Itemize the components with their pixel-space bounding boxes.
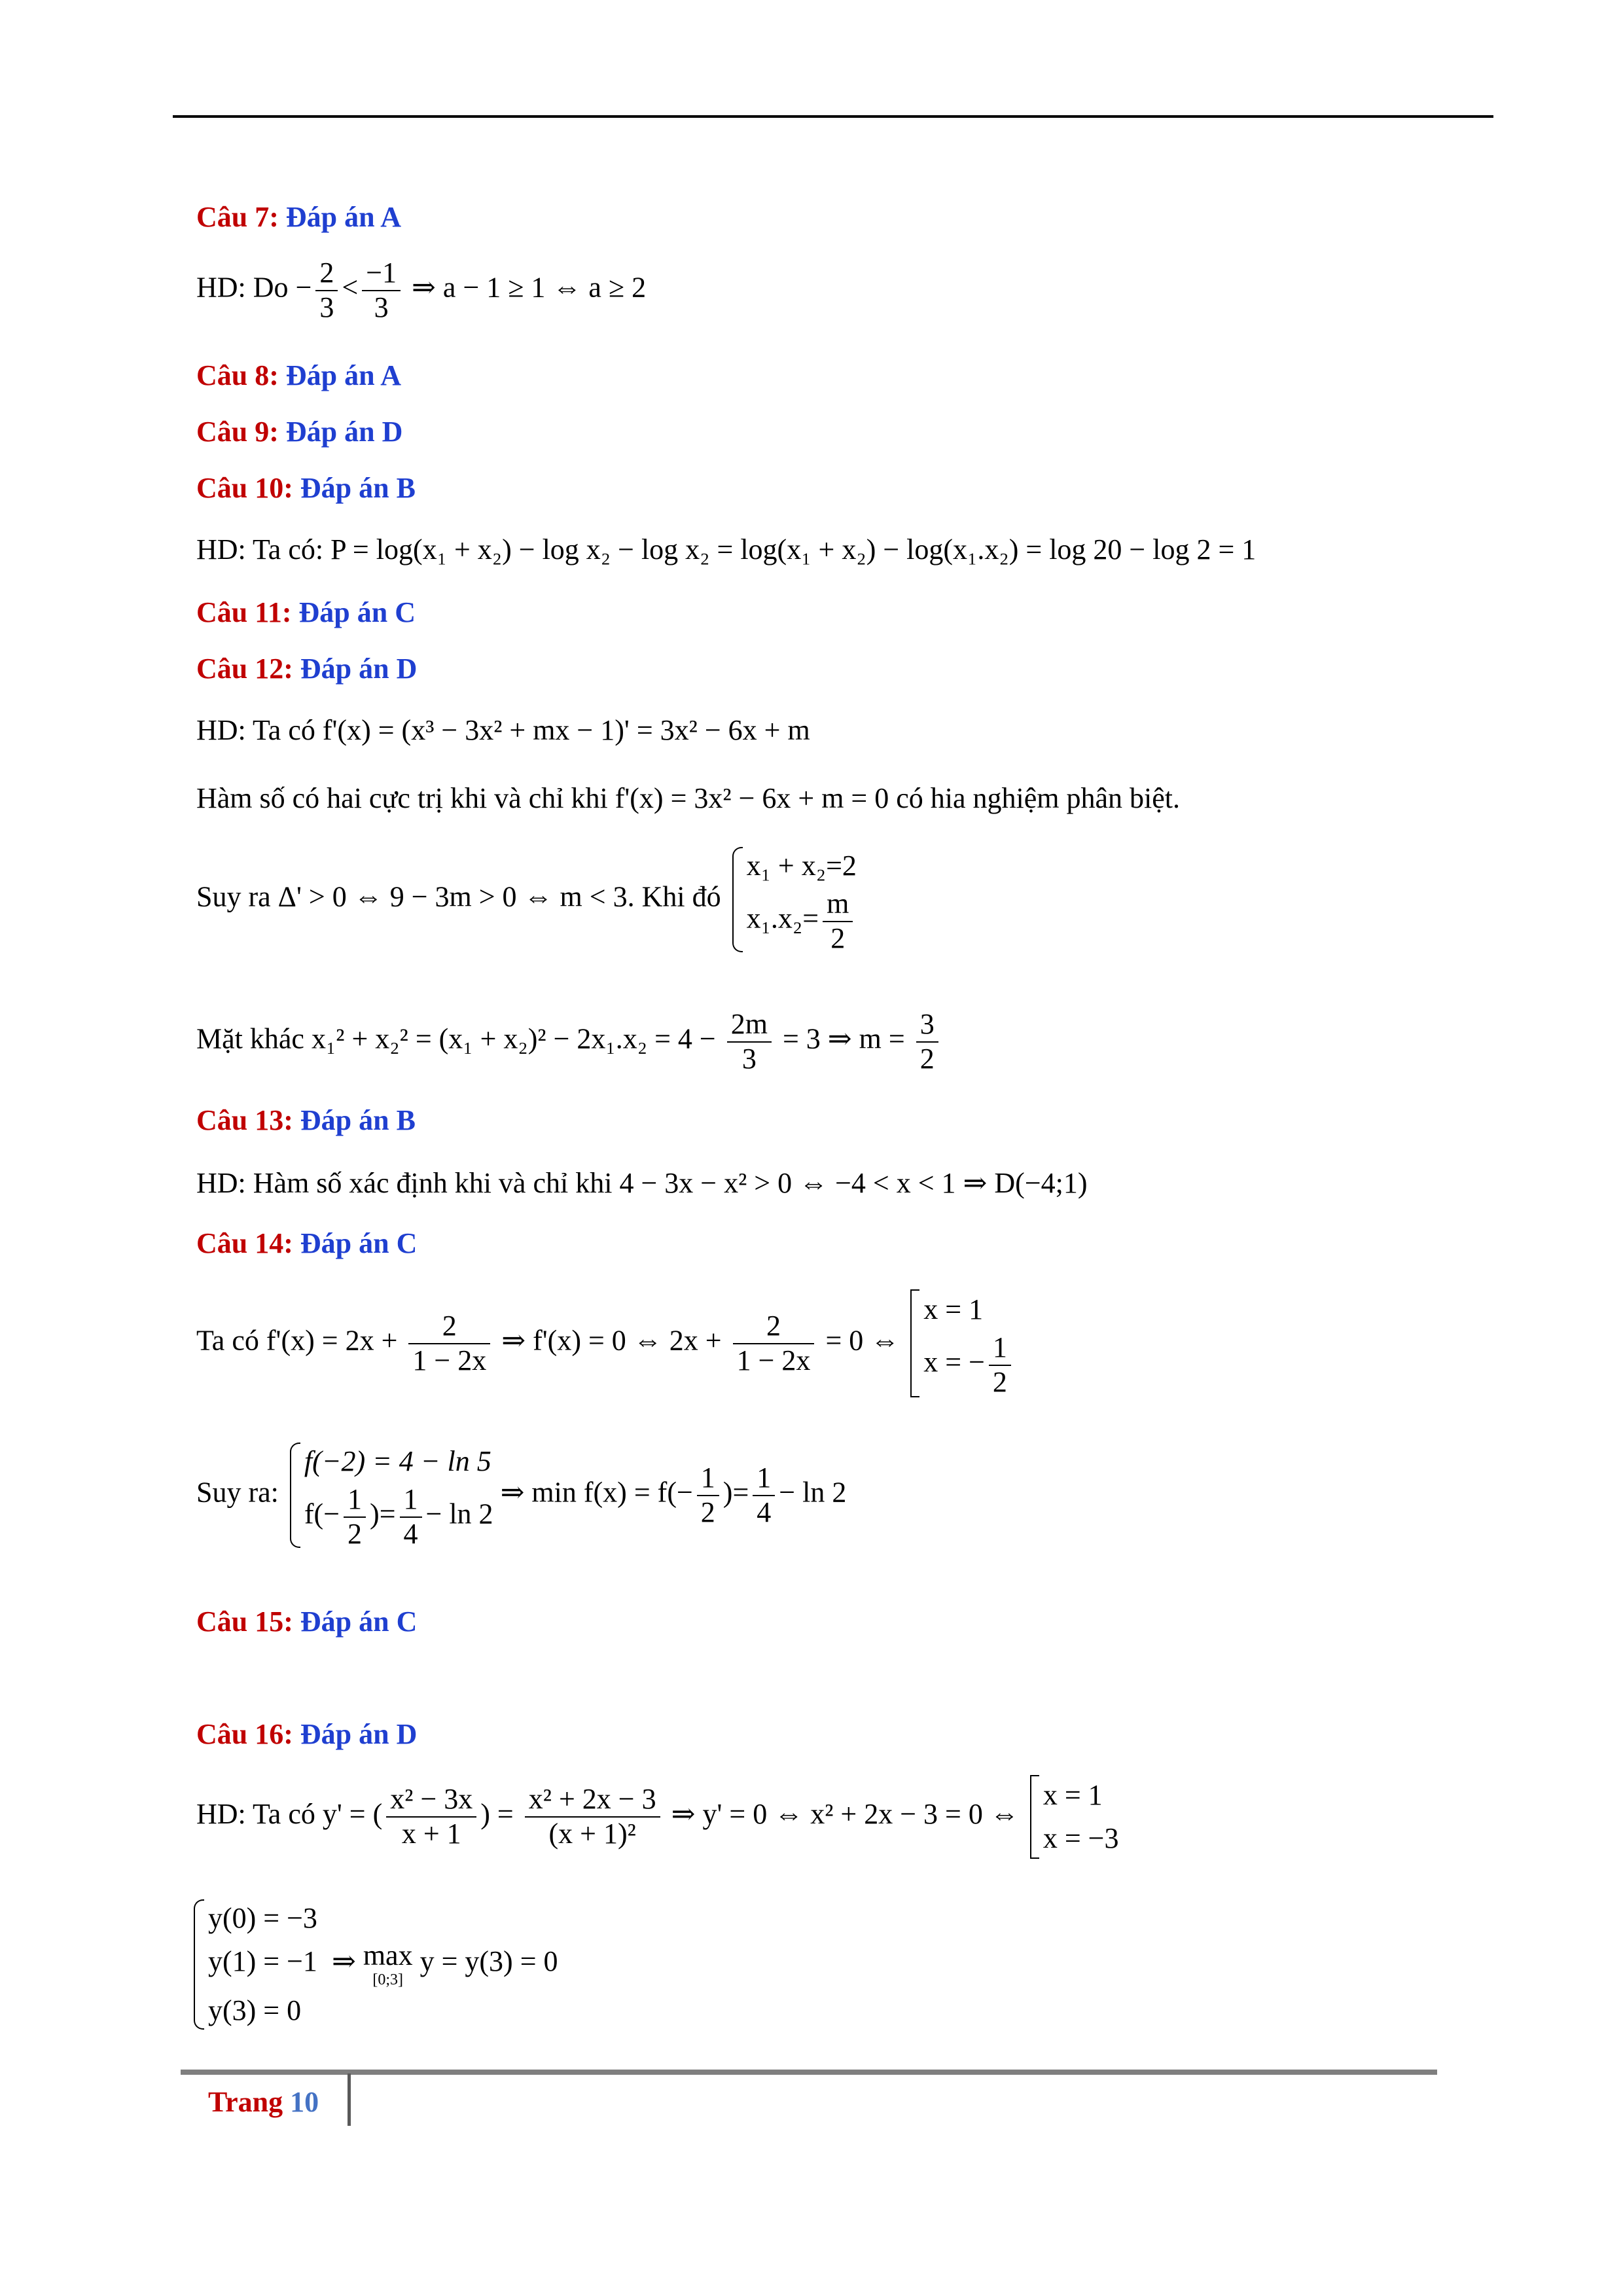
question-10-hint: HD: Ta có: P = log(x₁ + x₂) − log x₂ − log x₂ = log(x₁ + x₂) − log(x₁.x₂) = log 20 − log 2 = 1 — [196, 533, 1257, 565]
question-13-hint: HD: Hàm số xác định khi và chỉ khi 4 − 3x − x² > 0 ⇔ −4 < x < 1 ⇒ D(−4;1) — [196, 1167, 1088, 1199]
question-10-heading: Câu 10: Đáp án B — [196, 472, 416, 504]
root-set: x = 1 x = −3 — [1026, 1774, 1119, 1860]
fraction: $\frac{2}{1 - 2x}$ — [408, 1310, 490, 1377]
system-of-values: y(0) = −3 y(1) = −1 ⇒ max [0;3] y = y(3) = 0 y(3) = 0 — [190, 1897, 558, 2032]
top-rule — [173, 115, 1493, 118]
question-11-heading: Câu 11: Đáp án C — [196, 596, 416, 628]
question-7-heading: Câu 7: Đáp án A — [196, 201, 401, 233]
question-12-hint-2: Hàm số có hai cực trị khi và chỉ khi f'(x) = 3x² − 6x + m = 0 có hia nghiệm phân biệt. — [196, 782, 1181, 814]
question-12-hint-4: Mặt khác x₁² + x₂² = (x₁ + x₂)² − 2x₁.x₂ = 4 − $\frac{2m}{3}$ = 3 ⇒ m = $\frac{3}{2}$ — [196, 1008, 942, 1075]
question-12-heading: Câu 12: Đáp án D — [196, 653, 418, 685]
question-12-hint-3: Suy ra Δ' > 0 ⇔ 9 − 3m > 0 ⇔ m < 3. Khi đó x₁ + x₂=2 x₁.x₂= $\frac{m}{2}$ — [196, 844, 857, 955]
fraction: $\frac{2}{3}$ — [315, 257, 338, 324]
question-12-hint-1: HD: Ta có f'(x) = (x³ − 3x² + mx − 1)' = 3x² − 6x + m — [196, 714, 810, 746]
question-7-hint: HD: Do − $\frac{2}{3}$ < $\frac{-1}{3}$ ⇒ a − 1 ≥ 1 ⇔ a ≥ 2 — [196, 257, 647, 323]
fraction: $\frac{2m}{3}$ — [727, 1008, 772, 1075]
fraction: $\frac{2}{1 - 2x}$ — [733, 1310, 815, 1377]
question-14-hint-2: Suy ra: f(−2) = 4 − ln 5 f(− $\frac{1}{2}$ )= $\frac{1}{4}$ − ln 2 ⇒ min f(x) = f(− $\frac{1}{2}$ )= $\frac{1}{4}$ − ln 2 — [196, 1440, 846, 1551]
fraction: $\frac{\text{x² − 3x}}{x + 1}$ — [386, 1783, 476, 1850]
question-15-heading: Câu 15: Đáp án C — [196, 1605, 418, 1638]
root-set: x = 1 x = − $\frac{1}{2}$ — [906, 1288, 1015, 1399]
question-8-heading: Câu 8: Đáp án A — [196, 359, 401, 391]
footer-rule — [181, 2070, 1437, 2075]
page-number: Trang 10 — [208, 2086, 319, 2118]
fraction: $\frac{\text{x² + 2x − 3}}{\text{(x + 1)²}}$ — [525, 1783, 660, 1850]
footer-divider — [348, 2073, 351, 2126]
question-14-heading: Câu 14: Đáp án C — [196, 1227, 418, 1259]
fraction: $\frac{3}{2}$ — [916, 1008, 938, 1075]
fraction: $\frac{1}{2}$ — [697, 1462, 719, 1529]
question-16-heading: Câu 16: Đáp án D — [196, 1718, 418, 1750]
question-9-heading: Câu 9: Đáp án D — [196, 416, 403, 448]
fraction: $\frac{-1}{3}$ — [362, 257, 401, 324]
system-of-values: f(−2) = 4 − ln 5 f(− $\frac{1}{2}$ )= $\frac{1}{4}$ − ln 2 — [286, 1440, 493, 1551]
fraction: $\frac{1}{4}$ — [753, 1462, 775, 1529]
question-13-heading: Câu 13: Đáp án B — [196, 1104, 416, 1136]
question-16-hint-1: HD: Ta có y' = ( $\frac{\text{x² − 3x}}{x + 1}$ ) = $\frac{\text{x² + 2x − 3}}{\text{(x + 1)²}}$ ⇒ y' = 0 ⇔ x² + 2x − 3 = 0 ⇔ x = 1 x = −3 — [196, 1774, 1118, 1860]
question-14-hint-1: Ta có f'(x) = 2x + $\frac{2}{1 - 2x}$ ⇒ f'(x) = 0 ⇔ 2x + $\frac{2}{1 - 2x}$ = 0 ⇔ x = 1 x = − $\frac{1}{2}$ — [196, 1288, 1015, 1399]
system-of-equations: x₁ + x₂=2 x₁.x₂= $\frac{m}{2}$ — [728, 844, 857, 955]
question-16-hint-2 — [190, 1897, 558, 2032]
